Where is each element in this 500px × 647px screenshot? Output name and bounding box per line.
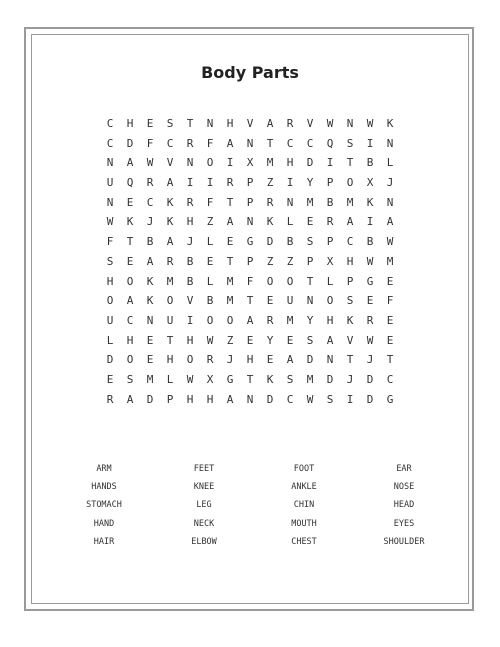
grid-cell: S — [286, 372, 294, 386]
grid-cell: C — [126, 313, 134, 327]
grid-cell: N — [106, 195, 114, 209]
grid-cell: M — [166, 274, 174, 288]
grid-cell: R — [166, 254, 174, 268]
grid-cell: L — [206, 274, 214, 288]
grid-row — [100, 331, 400, 351]
grid-cell: S — [306, 333, 314, 347]
grid-cell: A — [126, 392, 134, 406]
grid-cell: X — [206, 372, 214, 386]
word-list-item: HAIR — [93, 536, 115, 547]
grid-cell: C — [146, 195, 154, 209]
grid-cell: J — [186, 235, 194, 249]
word-list-item: ARM — [96, 464, 112, 474]
grid-cell: F — [146, 136, 154, 150]
grid-row — [100, 272, 400, 292]
grid-cell: M — [266, 156, 274, 170]
grid-cell: A — [126, 294, 134, 308]
word-list-item: EAR — [396, 464, 412, 474]
grid-cell: A — [346, 215, 354, 229]
grid-cell: Y — [306, 313, 314, 327]
grid-cell: I — [326, 156, 334, 170]
grid-cell: T — [126, 235, 134, 249]
grid-cell: S — [306, 235, 314, 249]
word-list — [54, 460, 454, 551]
word-list-item: NOSE — [393, 482, 415, 493]
grid-cell: M — [286, 313, 294, 327]
grid-cell: I — [286, 176, 294, 190]
grid-cell: M — [306, 195, 314, 209]
grid-cell: Z — [206, 215, 214, 229]
grid-cell: D — [106, 353, 114, 367]
grid-row — [100, 291, 400, 311]
grid-cell: H — [206, 392, 214, 406]
grid-cell: N — [306, 294, 314, 308]
grid-cell: T — [226, 254, 234, 268]
grid-cell: S — [346, 136, 354, 150]
grid-cell: A — [126, 156, 134, 170]
grid-cell: E — [386, 274, 394, 288]
grid-cell: G — [366, 274, 374, 288]
grid-cell: Y — [306, 176, 314, 190]
grid-row — [100, 311, 400, 331]
grid-cell: D — [126, 136, 134, 150]
grid-cell: C — [286, 136, 294, 150]
grid-cell: T — [346, 156, 354, 170]
grid-cell: B — [366, 156, 374, 170]
grid-cell: W — [106, 215, 114, 229]
grid-cell: N — [246, 215, 254, 229]
grid-row — [100, 232, 400, 252]
grid-cell: Z — [266, 254, 274, 268]
grid-cell: E — [226, 235, 234, 249]
grid-cell: N — [346, 117, 354, 130]
grid-cell: T — [226, 195, 234, 209]
grid-cell: O — [266, 274, 274, 288]
grid-cell: O — [326, 294, 334, 308]
grid-row — [100, 390, 400, 410]
grid-cell: W — [326, 117, 334, 130]
grid-cell: B — [286, 235, 294, 249]
grid-cell: M — [346, 195, 354, 209]
grid-cell: H — [166, 353, 174, 367]
grid-row — [100, 252, 400, 272]
grid-cell: A — [286, 353, 294, 367]
grid-cell: E — [306, 215, 314, 229]
grid-cell: R — [266, 313, 274, 327]
word-list-item: FEET — [193, 464, 215, 474]
grid-cell: F — [206, 195, 214, 209]
grid-cell: O — [206, 156, 214, 170]
grid-cell: Z — [286, 254, 294, 268]
grid-cell: B — [206, 294, 214, 308]
grid-cell: K — [146, 274, 154, 288]
word-list-item: LEG — [196, 500, 212, 511]
grid-cell: C — [346, 235, 354, 249]
grid-cell: H — [286, 156, 294, 170]
grid-cell: K — [126, 215, 134, 229]
grid-cell: M — [306, 372, 314, 386]
grid-cell: P — [246, 195, 254, 209]
grid-cell: P — [306, 254, 314, 268]
grid-cell: C — [106, 117, 114, 130]
word-list-item: HANDS — [91, 482, 117, 493]
word-list-item: CHEST — [291, 536, 317, 547]
grid-cell: E — [146, 117, 154, 130]
grid-row — [100, 370, 400, 390]
grid-cell: L — [166, 372, 174, 386]
grid-cell: F — [386, 294, 394, 308]
grid-cell: H — [346, 254, 354, 268]
grid-cell: C — [286, 392, 294, 406]
grid-cell: H — [186, 333, 194, 347]
grid-cell: R — [326, 215, 334, 229]
grid-cell: V — [306, 117, 314, 130]
grid-cell: B — [366, 235, 374, 249]
grid-row — [100, 212, 400, 232]
grid-cell: F — [246, 274, 254, 288]
grid-cell: L — [106, 333, 114, 347]
grid-cell: I — [186, 176, 194, 190]
word-list-item: SHOULDER — [383, 536, 425, 547]
grid-cell: H — [246, 353, 254, 367]
grid-cell: N — [286, 195, 294, 209]
grid-cell: O — [126, 353, 134, 367]
grid-cell: R — [226, 176, 234, 190]
grid-cell: P — [166, 392, 174, 406]
grid-cell: M — [146, 372, 154, 386]
grid-cell: W — [366, 117, 374, 130]
grid-cell: I — [366, 136, 374, 150]
grid-cell: N — [106, 156, 114, 170]
word-list-item: STOMACH — [86, 500, 122, 511]
grid-cell: Q — [126, 176, 134, 190]
grid-cell: R — [286, 117, 294, 130]
grid-row — [100, 114, 400, 134]
grid-cell: P — [246, 254, 254, 268]
grid-cell: Z — [266, 176, 274, 190]
grid-cell: I — [206, 176, 214, 190]
grid-cell: U — [286, 294, 294, 308]
grid-cell: L — [386, 156, 394, 170]
word-list-item: FOOT — [293, 464, 315, 474]
grid-cell: T — [246, 372, 254, 386]
grid-cell: H — [106, 274, 114, 288]
grid-cell: R — [146, 176, 154, 190]
grid-cell: D — [266, 235, 274, 249]
grid-cell: G — [386, 392, 394, 406]
grid-cell: O — [106, 294, 114, 308]
grid-cell: E — [366, 294, 374, 308]
grid-cell: T — [346, 353, 354, 367]
grid-cell: A — [146, 254, 154, 268]
word-list-item: HEAD — [393, 500, 415, 511]
grid-cell: N — [246, 136, 254, 150]
grid-cell: A — [166, 176, 174, 190]
grid-cell: H — [126, 117, 134, 130]
grid-cell: L — [206, 235, 214, 249]
grid-cell: D — [366, 372, 374, 386]
grid-cell: N — [146, 313, 154, 327]
grid-cell: N — [186, 156, 194, 170]
grid-cell: N — [246, 392, 254, 406]
grid-cell: M — [226, 294, 234, 308]
word-list-item: ELBOW — [191, 536, 217, 547]
grid-cell: L — [326, 274, 334, 288]
grid-cell: A — [226, 215, 234, 229]
grid-cell: R — [186, 195, 194, 209]
grid-cell: E — [106, 372, 114, 386]
grid-cell: S — [166, 117, 174, 130]
grid-cell: F — [206, 136, 214, 150]
grid-cell: K — [346, 313, 354, 327]
grid-cell: E — [266, 353, 274, 367]
grid-cell: E — [146, 353, 154, 367]
grid-cell: K — [366, 195, 374, 209]
grid-cell: M — [386, 254, 394, 268]
grid-cell: U — [106, 176, 114, 190]
grid-cell: C — [166, 136, 174, 150]
grid-cell: E — [266, 294, 274, 308]
grid-cell: X — [246, 156, 254, 170]
grid-cell: P — [246, 176, 254, 190]
grid-cell: S — [106, 254, 114, 268]
grid-cell: V — [346, 333, 354, 347]
grid-cell: W — [206, 333, 214, 347]
grid-cell: F — [106, 235, 114, 249]
grid-cell: I — [346, 392, 354, 406]
grid-cell: D — [306, 353, 314, 367]
grid-cell: V — [166, 156, 174, 170]
grid-cell: E — [386, 313, 394, 327]
grid-cell: T — [386, 353, 394, 367]
grid-cell: J — [226, 353, 234, 367]
grid-cell: D — [266, 392, 274, 406]
grid-cell: S — [346, 294, 354, 308]
grid-cell: T — [166, 333, 174, 347]
grid-cell: H — [326, 313, 334, 327]
grid-cell: R — [366, 313, 374, 327]
grid-cell: K — [166, 215, 174, 229]
grid-cell: Z — [226, 333, 234, 347]
grid-cell: I — [186, 313, 194, 327]
grid-cell: A — [246, 313, 254, 327]
grid-cell: O — [206, 313, 214, 327]
grid-cell: K — [146, 294, 154, 308]
grid-cell: R — [206, 353, 214, 367]
grid-cell: L — [286, 215, 294, 229]
grid-cell: W — [306, 392, 314, 406]
grid-cell: H — [126, 333, 134, 347]
grid-cell: J — [366, 353, 374, 367]
grid-cell: B — [326, 195, 334, 209]
grid-cell: E — [286, 333, 294, 347]
grid-cell: O — [166, 294, 174, 308]
grid-cell: M — [226, 274, 234, 288]
grid-cell: N — [386, 195, 394, 209]
word-list-item: NECK — [193, 518, 215, 529]
grid-cell: O — [126, 274, 134, 288]
grid-cell: E — [206, 254, 214, 268]
grid-cell: D — [326, 372, 334, 386]
word-list-item: EYES — [393, 518, 415, 529]
grid-cell: Y — [266, 333, 274, 347]
grid-cell: X — [326, 254, 334, 268]
grid-cell: A — [386, 215, 394, 229]
grid-cell: H — [186, 392, 194, 406]
grid-cell: R — [106, 392, 114, 406]
grid-cell: O — [286, 274, 294, 288]
grid-cell: G — [226, 372, 234, 386]
grid-row — [100, 350, 400, 370]
grid-cell: A — [226, 136, 234, 150]
grid-cell: N — [206, 117, 214, 130]
grid-cell: C — [306, 136, 314, 150]
grid-cell: G — [246, 235, 254, 249]
grid-cell: V — [246, 117, 254, 130]
letter-grid — [100, 114, 400, 409]
grid-cell: I — [226, 156, 234, 170]
grid-cell: W — [366, 333, 374, 347]
word-list-item: KNEE — [193, 482, 215, 493]
grid-cell: V — [186, 294, 194, 308]
grid-cell: T — [186, 117, 194, 130]
grid-cell: T — [246, 294, 254, 308]
grid-cell: S — [326, 392, 334, 406]
word-list-item: MOUTH — [291, 518, 317, 529]
word-list-item: ANKLE — [291, 482, 317, 493]
grid-cell: H — [186, 215, 194, 229]
grid-cell: D — [146, 392, 154, 406]
grid-cell: W — [366, 254, 374, 268]
puzzle-title: Body Parts — [201, 63, 299, 82]
grid-cell: P — [326, 235, 334, 249]
grid-row — [100, 153, 400, 173]
grid-cell: D — [366, 392, 374, 406]
word-list-item: CHIN — [293, 500, 315, 511]
grid-cell: N — [326, 353, 334, 367]
grid-cell: U — [106, 313, 114, 327]
grid-cell: C — [106, 136, 114, 150]
grid-cell: R — [186, 136, 194, 150]
grid-cell: B — [186, 274, 194, 288]
grid-cell: P — [346, 274, 354, 288]
grid-cell: D — [306, 156, 314, 170]
grid-cell: E — [126, 195, 134, 209]
grid-row — [100, 134, 400, 154]
grid-cell: O — [346, 176, 354, 190]
grid-cell: J — [386, 176, 394, 190]
grid-row — [100, 173, 400, 193]
grid-cell: W — [186, 372, 194, 386]
grid-cell: A — [326, 333, 334, 347]
grid-cell: J — [146, 215, 154, 229]
grid-cell: A — [226, 392, 234, 406]
grid-cell: X — [366, 176, 374, 190]
grid-cell: K — [386, 117, 394, 130]
grid-cell: U — [166, 313, 174, 327]
grid-cell: E — [146, 333, 154, 347]
grid-cell: E — [246, 333, 254, 347]
grid-cell: K — [266, 372, 274, 386]
grid-cell: T — [306, 274, 314, 288]
grid-cell: K — [166, 195, 174, 209]
grid-cell: O — [226, 313, 234, 327]
grid-cell: R — [266, 195, 274, 209]
grid-row — [100, 193, 400, 213]
grid-cell: J — [346, 372, 354, 386]
grid-cell: I — [366, 215, 374, 229]
grid-cell: A — [266, 117, 274, 130]
grid-cell: W — [386, 235, 394, 249]
grid-cell: A — [166, 235, 174, 249]
grid-cell: W — [146, 156, 154, 170]
grid-cell: E — [126, 254, 134, 268]
grid-cell: O — [186, 353, 194, 367]
grid-cell: S — [126, 372, 134, 386]
grid-cell: E — [386, 333, 394, 347]
grid-cell: T — [266, 136, 274, 150]
grid-cell: B — [186, 254, 194, 268]
grid-cell: N — [386, 136, 394, 150]
word-list-item: HAND — [93, 518, 115, 529]
grid-cell: H — [226, 117, 234, 130]
grid-cell: P — [326, 176, 334, 190]
grid-cell: B — [146, 235, 154, 249]
grid-cell: Q — [326, 136, 334, 150]
grid-cell: K — [266, 215, 274, 229]
grid-cell: C — [386, 372, 394, 386]
